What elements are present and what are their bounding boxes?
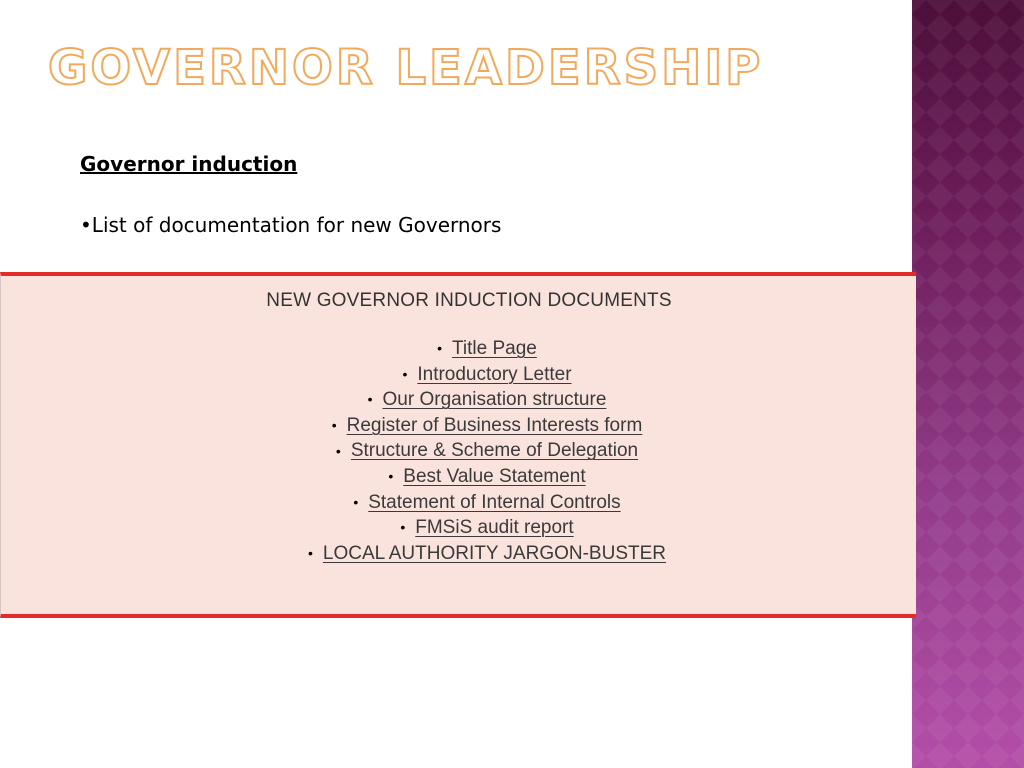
bullet-dot-icon: • — [388, 468, 394, 485]
doc-link-introductory-letter[interactable]: Introductory Letter — [417, 363, 572, 385]
panel-title: NEW GOVERNOR INDUCTION DOCUMENTS — [266, 290, 672, 311]
document-list — [1, 336, 973, 566]
doc-link-internal-controls[interactable]: Statement of Internal Controls — [368, 491, 621, 513]
list-item — [1, 490, 973, 516]
doc-link-jargon-buster[interactable]: LOCAL AUTHORITY JARGON-BUSTER — [322, 542, 667, 564]
doc-link-business-interests-form[interactable]: Register of Business Interests form — [346, 414, 643, 436]
doc-link-title-page[interactable]: Title Page — [452, 338, 537, 359]
bullet-dot-icon: • — [335, 442, 341, 459]
bullet-dot-icon: • — [402, 365, 408, 382]
section-heading: Governor induction — [80, 152, 298, 176]
doc-link-best-value-statement[interactable]: Best Value Statement — [403, 465, 586, 487]
documentation-bullet: •List of documentation for new Governors — [80, 213, 502, 237]
list-item — [1, 464, 973, 490]
bullet-dot-icon: • — [331, 416, 337, 433]
doc-link-organisation-structure[interactable]: Our Organisation structure — [382, 389, 607, 411]
list-item — [1, 541, 973, 567]
list-item — [1, 515, 973, 541]
bullet-dot-icon: • — [400, 519, 406, 536]
slide-title: GOVERNOR LEADERSHIP — [48, 40, 764, 96]
list-item — [1, 362, 973, 388]
bullet-dot-icon: • — [367, 391, 373, 408]
list-item — [1, 387, 973, 413]
list-item — [1, 336, 973, 362]
bullet-dot-icon: • — [353, 493, 359, 510]
doc-link-scheme-of-delegation[interactable]: Structure & Scheme of Delegation — [350, 440, 639, 462]
list-item — [1, 438, 973, 464]
bullet-dot-icon: • — [437, 340, 443, 357]
induction-documents-panel — [0, 272, 916, 618]
doc-link-fmsis-audit-report[interactable]: FMSiS audit report — [415, 517, 574, 539]
bullet-dot-icon: • — [307, 544, 313, 561]
list-item — [1, 413, 973, 439]
